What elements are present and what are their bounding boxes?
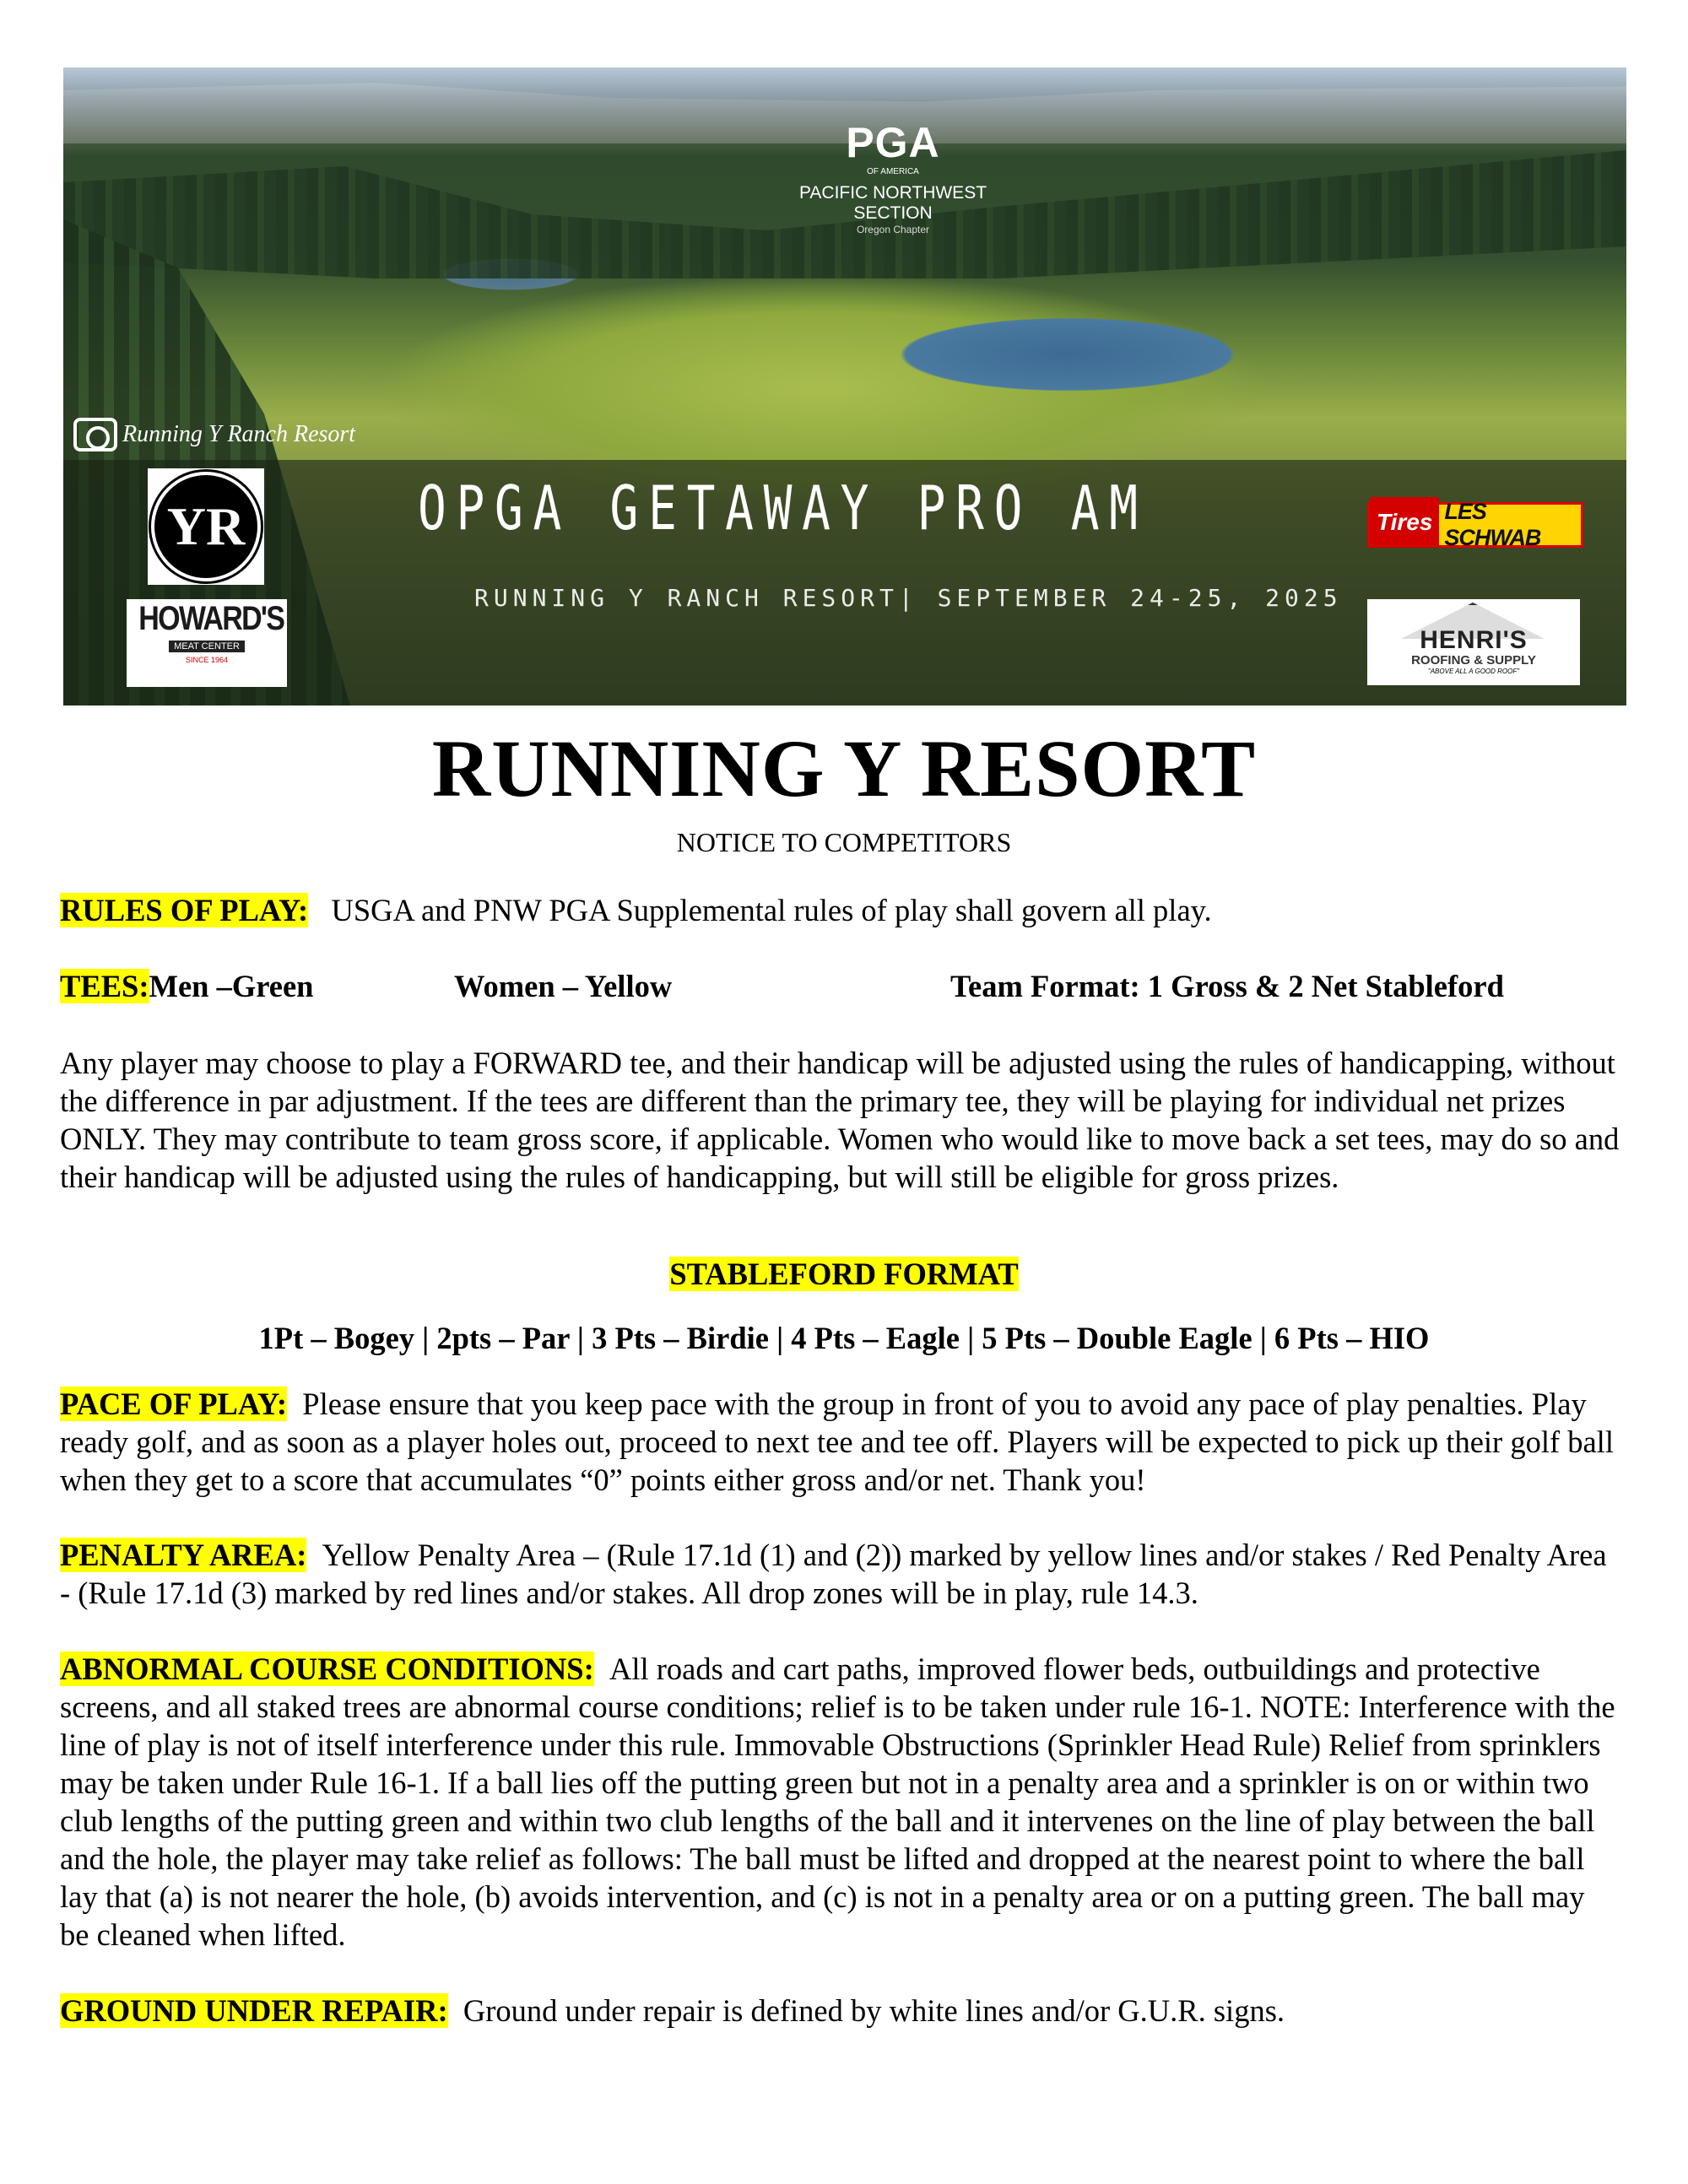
rules-of-play: RULES OF PLAY: USGA and PNW PGA Supplemental rules of play shall govern all play.	[60, 893, 1212, 927]
penalty-area: PENALTY AREA: Yellow Penalty Area – (Rule 17.1d (1) and (2)) marked by yellow lines and/or stakes / Red Penalty Area - (Rule 17.1d (3) marked by red lines and/or stakes. All drop zones will be in play, rule 14.3.	[60, 1538, 1607, 1610]
camera-icon	[73, 418, 117, 451]
photo-credit: Running Y Ranch Resort	[73, 418, 355, 451]
pga-logo: PGA OF AMERICA PACIFIC NORTHWEST SECTION Oregon Chapter	[798, 119, 987, 235]
event-subtitle: RUNNING Y RANCH RESORT| SEPTEMBER 24-25, 2025	[474, 584, 1343, 612]
stableford-heading: STABLEFORD FORMAT	[669, 1257, 1019, 1291]
henris-logo: HENRI'S ROOFING & SUPPLY "ABOVE ALL A GOOD ROOF"	[1367, 599, 1580, 685]
stableford-points: 1Pt – Bogey | 2pts – Par | 3 Pts – Birdie | 4 Pts – Eagle | 5 Pts – Double Eagle | 6 Pts – HIO	[258, 1321, 1430, 1355]
event-banner	[63, 68, 1626, 705]
ground-under-repair: GROUND UNDER REPAIR: Ground under repair is defined by white lines and/or G.U.R. signs.	[60, 1993, 1285, 2028]
running-y-logo: YR	[148, 468, 264, 585]
forward-tee-paragraph: Any player may choose to play a FORWARD tee, and their handicap will be adjusted using the rules of handicapping, without the difference in par adjustment. If the tees are different than the primary tee, they will be playing for individual net prizes ONLY. They may contribute to team gross score, if applicable. Women who would like to move back a set tees, may do so and their handicap will be adjusted using the rules of handicapping, but will still be eligible for gross prizes.	[60, 1046, 1620, 1194]
abnormal-course-conditions: ABNORMAL COURSE CONDITIONS: All roads and cart paths, improved flower beds, outbuildings and protective screens, and all staked trees are abnormal course conditions; relief is to be taken under rule 16-1. NOTE: Interference with the line of play is not of itself interference under this rule. Immovable Obstructions (Sprinkler Head Rule) Relief from sprinklers may be taken under Rule 16-1. If a ball lies off the putting green but not in a penalty area and a sprinkler is on or within two club lengths of the putting green and within two club lengths of the ball and it intervenes on the line of play between the ball and the hole, the player may take relief as follows: The ball must be lifted and dropped at the nearest point to where the ball lay that (a) is not nearer the hole, (b) avoids intervention, and (c) is not in a penalty area or on a putting green. The ball may be cleaned when lifted.	[60, 1652, 1615, 1952]
howards-logo: HOWARD'S MEAT CENTER SINCE 1964	[127, 599, 287, 687]
event-title: OPGA GETAWAY PRO AM	[418, 473, 1148, 543]
page-subtitle: NOTICE TO COMPETITORS	[676, 827, 1012, 857]
les-schwab-logo: Tires LES SCHWAB	[1367, 502, 1583, 548]
page-title: RUNNING Y RESORT	[431, 723, 1257, 814]
tees: TEES:Men –Green Women – Yellow Team Format: 1 Gross & 2 Net Stableford	[60, 969, 1504, 1003]
pace-of-play: PACE OF PLAY: Please ensure that you keep pace with the group in front of you to avoid any pace of play penalties. Play ready golf, and as soon as a player holes out, proceed to next tee and tee off. Players will be expected to pick up their golf ball when they get to a score that accumulates “0” points either gross and/or net. Thank you!	[60, 1387, 1614, 1497]
